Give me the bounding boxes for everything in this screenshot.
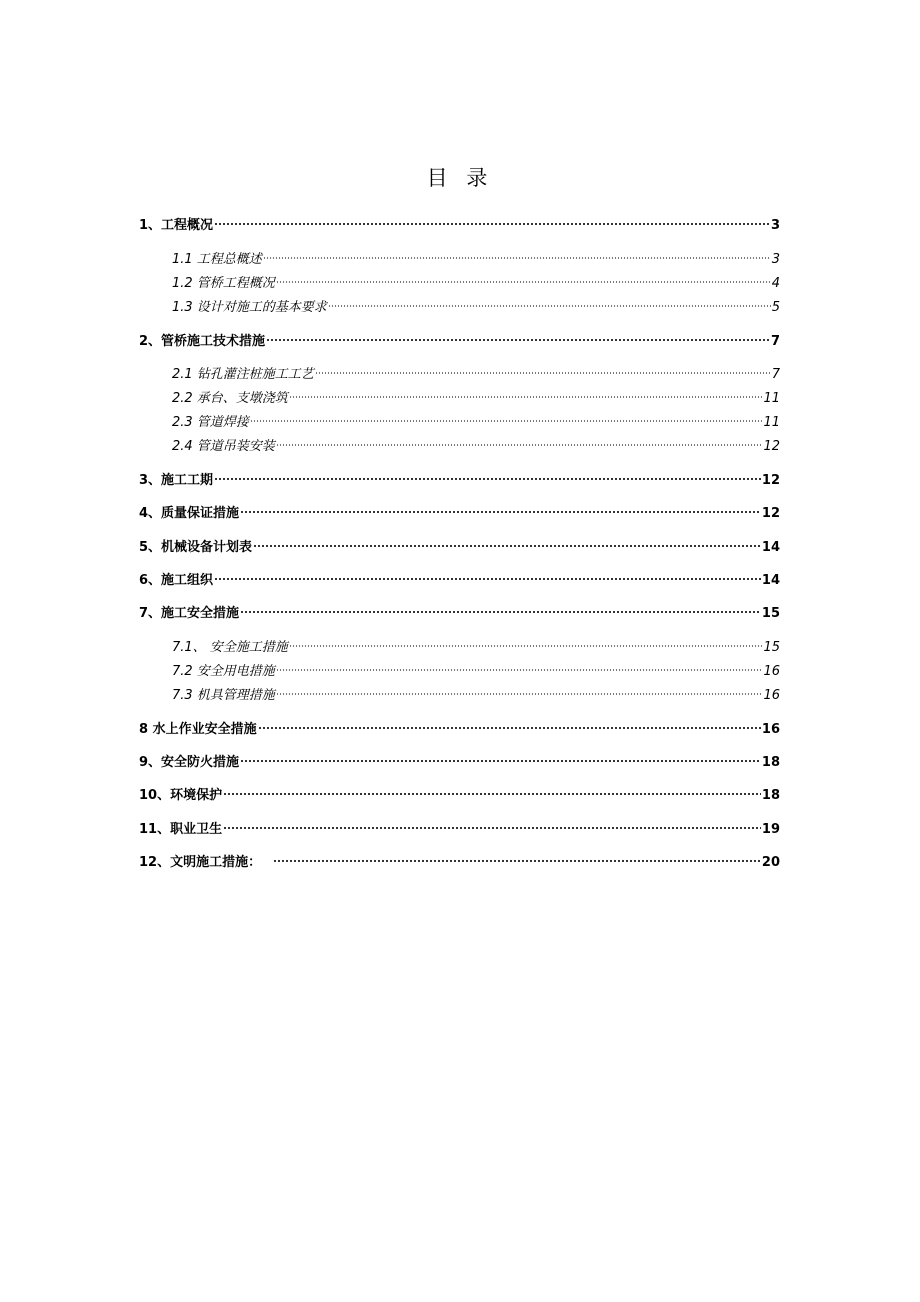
toc-entry-page: 15 xyxy=(763,640,780,655)
toc-entry-page: 11 xyxy=(763,391,780,406)
dot-leader xyxy=(250,419,763,423)
toc-entry[interactable] xyxy=(172,411,780,430)
toc-entry[interactable] xyxy=(172,435,780,454)
toc-entry-label: 9、安全防火措施 xyxy=(139,755,240,770)
toc-entry-label: 7.3 机具管理措施 xyxy=(172,688,275,703)
toc-entry[interactable] xyxy=(172,636,780,655)
toc-entry-page: 4 xyxy=(771,276,780,291)
dot-leader xyxy=(253,544,761,548)
dot-leader xyxy=(214,477,761,481)
dot-leader xyxy=(266,338,770,342)
toc-entry-label: 2.4 管道吊装安装 xyxy=(172,439,275,454)
toc-entry-page: 11 xyxy=(763,415,780,430)
toc-entry-page: 19 xyxy=(761,822,780,837)
toc-entry-label: 7.2 安全用电措施 xyxy=(172,664,275,679)
dot-leader xyxy=(276,692,763,696)
dot-leader xyxy=(240,510,761,514)
toc-entry[interactable] xyxy=(139,718,780,737)
toc-entry-page: 7 xyxy=(771,367,780,382)
toc-entry[interactable] xyxy=(172,660,780,679)
toc-entry[interactable] xyxy=(139,469,780,488)
dot-leader xyxy=(289,395,763,399)
toc-entry-page: 16 xyxy=(763,664,780,679)
dot-leader xyxy=(223,792,761,796)
dot-leader xyxy=(263,256,771,260)
toc-entry[interactable] xyxy=(139,851,780,870)
toc-entry[interactable] xyxy=(139,602,780,621)
toc-entry[interactable] xyxy=(139,330,780,349)
toc-entry[interactable] xyxy=(139,818,780,837)
dot-leader xyxy=(276,668,763,672)
toc-entry-label: 10、环境保护 xyxy=(139,788,223,803)
toc-entry-page: 12 xyxy=(761,473,780,488)
dot-leader xyxy=(214,222,770,226)
toc-entry-page: 16 xyxy=(761,722,780,737)
dot-leader xyxy=(276,443,763,447)
toc-entry[interactable] xyxy=(139,502,780,521)
dot-leader xyxy=(315,371,771,375)
toc-entry[interactable] xyxy=(139,214,780,233)
dot-leader xyxy=(240,759,761,763)
toc-entry-label: 7、施工安全措施 xyxy=(139,606,240,621)
toc-entry-label: 2.1 钻孔灌注桩施工工艺 xyxy=(172,367,314,382)
dot-leader xyxy=(240,610,761,614)
toc-entry-page: 12 xyxy=(761,506,780,521)
toc-entry-label: 4、质量保证措施 xyxy=(139,506,240,521)
toc-entry-page: 7 xyxy=(770,334,780,349)
toc-entry-page: 3 xyxy=(770,218,780,233)
dot-leader xyxy=(214,577,761,581)
toc-entry-page: 18 xyxy=(761,788,780,803)
toc-entry[interactable] xyxy=(172,387,780,406)
toc-entry-label: 1.2 管桥工程概况 xyxy=(172,276,275,291)
dot-leader xyxy=(328,304,771,308)
dot-leader xyxy=(276,280,771,284)
toc-entry[interactable] xyxy=(139,751,780,770)
toc-entry-page: 5 xyxy=(771,300,780,315)
toc-title: 目 录 xyxy=(426,166,494,190)
toc-entry-label: 3、施工工期 xyxy=(139,473,214,488)
dot-leader xyxy=(258,726,761,730)
toc-entry-label: 1.1 工程总概述 xyxy=(172,252,262,267)
toc-entry-label: 11、职业卫生 xyxy=(139,822,223,837)
toc-entry-page: 15 xyxy=(761,606,780,621)
toc-entry-page: 14 xyxy=(761,540,780,555)
toc-entry[interactable] xyxy=(139,536,780,555)
toc-entry[interactable] xyxy=(172,684,780,703)
toc-entry-label: 1、工程概况 xyxy=(139,218,214,233)
toc-entry-label: 5、机械设备计划表 xyxy=(139,540,253,555)
dot-leader xyxy=(273,859,761,863)
toc-entry[interactable] xyxy=(172,248,780,267)
toc-entry[interactable] xyxy=(139,569,780,588)
toc-entry[interactable] xyxy=(139,784,780,803)
toc-entry[interactable] xyxy=(172,296,780,315)
toc-entry-label: 12、文明施工措施： xyxy=(139,855,262,870)
toc-entry-page: 18 xyxy=(761,755,780,770)
toc-entry-page: 14 xyxy=(761,573,780,588)
toc-entry-label: 2.2 承台、支墩浇筑 xyxy=(172,391,288,406)
toc-entry-label: 2、管桥施工技术措施 xyxy=(139,334,266,349)
dot-leader xyxy=(223,826,761,830)
toc-entry-label: 2.3 管道焊接 xyxy=(172,415,249,430)
dot-leader xyxy=(289,644,763,648)
toc-entry-page: 20 xyxy=(761,855,780,870)
toc-entry-label: 1.3 设计对施工的基本要求 xyxy=(172,300,327,315)
toc-entry-label: 8 水上作业安全措施 xyxy=(139,722,257,737)
toc-entry-page: 12 xyxy=(763,439,780,454)
toc-entry[interactable] xyxy=(172,363,780,382)
toc-entry-label: 6、施工组织 xyxy=(139,573,214,588)
toc-entry-label: 7.1、 安全施工措施 xyxy=(172,640,288,655)
toc-entry-page: 3 xyxy=(771,252,780,267)
toc-entry[interactable] xyxy=(172,272,780,291)
toc-entry-page: 16 xyxy=(763,688,780,703)
